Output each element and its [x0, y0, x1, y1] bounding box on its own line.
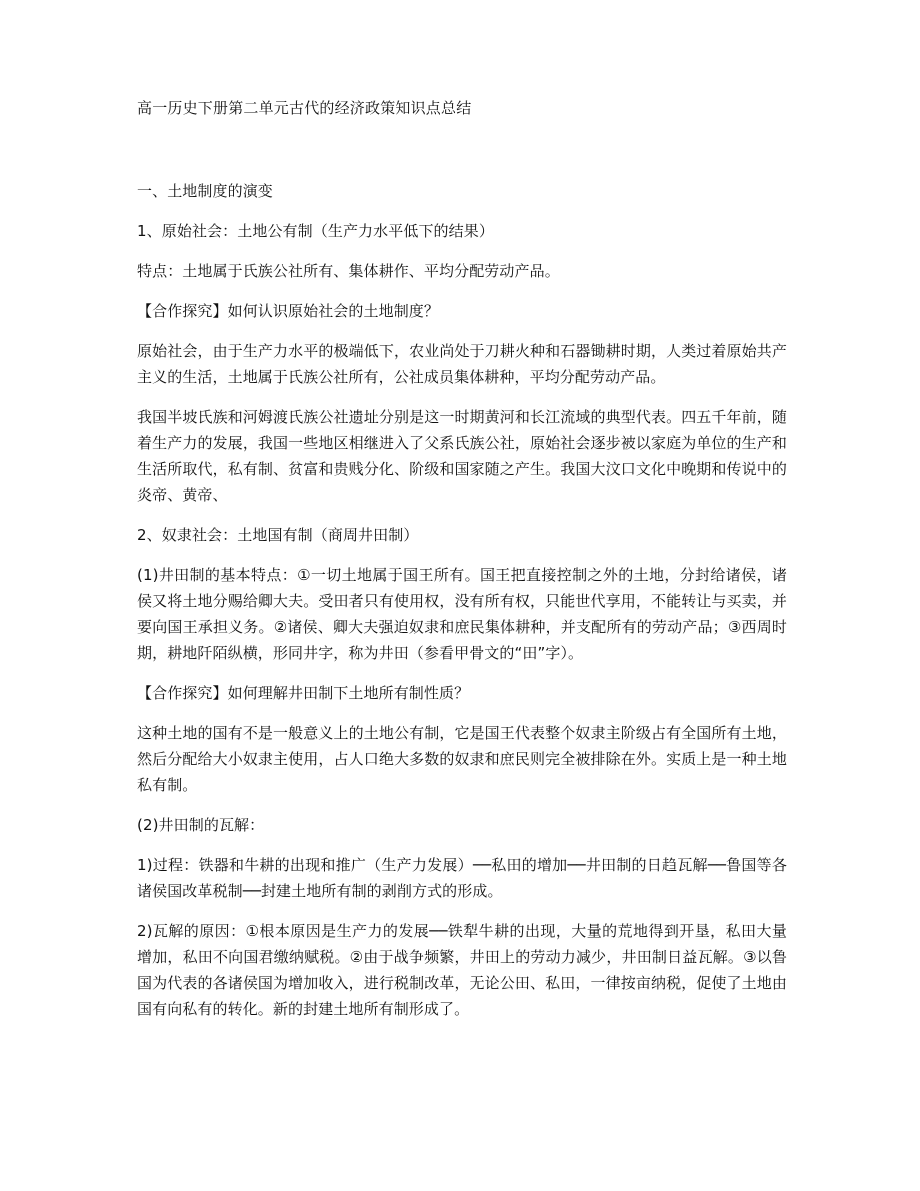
- explore-question-well-field: 【合作探究】如何理解井田制下土地所有制性质？: [137, 684, 470, 702]
- paragraph-primitive-history: 我国半坡氏族和河姆渡氏族公社遗址分别是这一时期黄河和长江流域的典型代表。四五千年前，随着生产力的发展，我国一些地区相继进入了父系氏族公社，原始社会逐步被以家庭为单位的生产和生活所取代，私有制、贫富和贵贱分化、阶级和国家随之产生。我国大汶口文化中晚期和传说中的炎帝、黄帝、: [137, 408, 787, 504]
- paragraph-primitive-answer: 原始社会，由于生产力水平的极端低下，农业尚处于刀耕火种和石器锄耕时期，人类过着原始共产主义的生活，土地属于氏族公社所有，公社成员集体耕种，平均分配劳动产品。: [137, 342, 787, 386]
- paragraph-collapse-reasons: 2)瓦解的原因：①根本原因是生产力的发展──铁犁牛耕的出现，大量的荒地得到开垦，私田大量增加，私田不向国君缴纳赋税。②由于战争频繁，井田上的劳动力减少，井田制日益瓦解。③以鲁国为代表的各诸侯国为增加收入，进行税制改革，无论公田、私田，一律按亩纳税，促使了土地由国有向私有的转化。新的封建土地所有制形成了。: [137, 922, 787, 1018]
- paragraph-well-field-answer: 这种土地的国有不是一般意义上的土地公有制，它是国王代表整个奴隶主阶级占有全国所有土地，然后分配给大小奴隶主使用，占人口绝大多数的奴隶和庶民则完全被排除在外。实质上是一种土地私有制。: [137, 724, 787, 794]
- paragraph-primitive-features: 特点：土地属于氏族公社所有、集体耕作、平均分配劳动产品。: [137, 262, 560, 280]
- document-body: [137, 96, 787, 1036]
- document-title: 高一历史下册第二单元古代的经济政策知识点总结: [137, 99, 472, 117]
- paragraph-collapse-process: 1)过程：铁器和牛耕的出现和推广（生产力发展）──私田的增加──井田制的日趋瓦解──鲁国等各诸侯国改革税制──封建土地所有制的剥削方式的形成。: [137, 856, 787, 900]
- subheading-primitive-society: 1、原始社会：土地公有制（生产力水平低下的结果）: [137, 222, 494, 240]
- section-heading-land-system: 一、土地制度的演变: [137, 182, 273, 200]
- paragraph-well-field-features: (1)井田制的基本特点：①一切土地属于国王所有。国王把直接控制之外的土地，分封给诸侯，诸侯又将土地分赐给卿大夫。受田者只有使用权，没有所有权，只能世代享用，不能转让与买卖，并要向国王承担义务。②诸侯、卿大夫强迫奴隶和庶民集体耕种，并支配所有的劳动产品；③西周时期，耕地阡陌纵横，形同井字，称为井田（参看甲骨文的“田”字）。: [137, 566, 787, 662]
- subheading-slave-society: 2、奴隶社会：土地国有制（商周井田制）: [137, 526, 419, 544]
- subheading-well-field-collapse: (2)井田制的瓦解：: [137, 816, 265, 834]
- explore-question-primitive: 【合作探究】如何认识原始社会的土地制度？: [137, 302, 440, 320]
